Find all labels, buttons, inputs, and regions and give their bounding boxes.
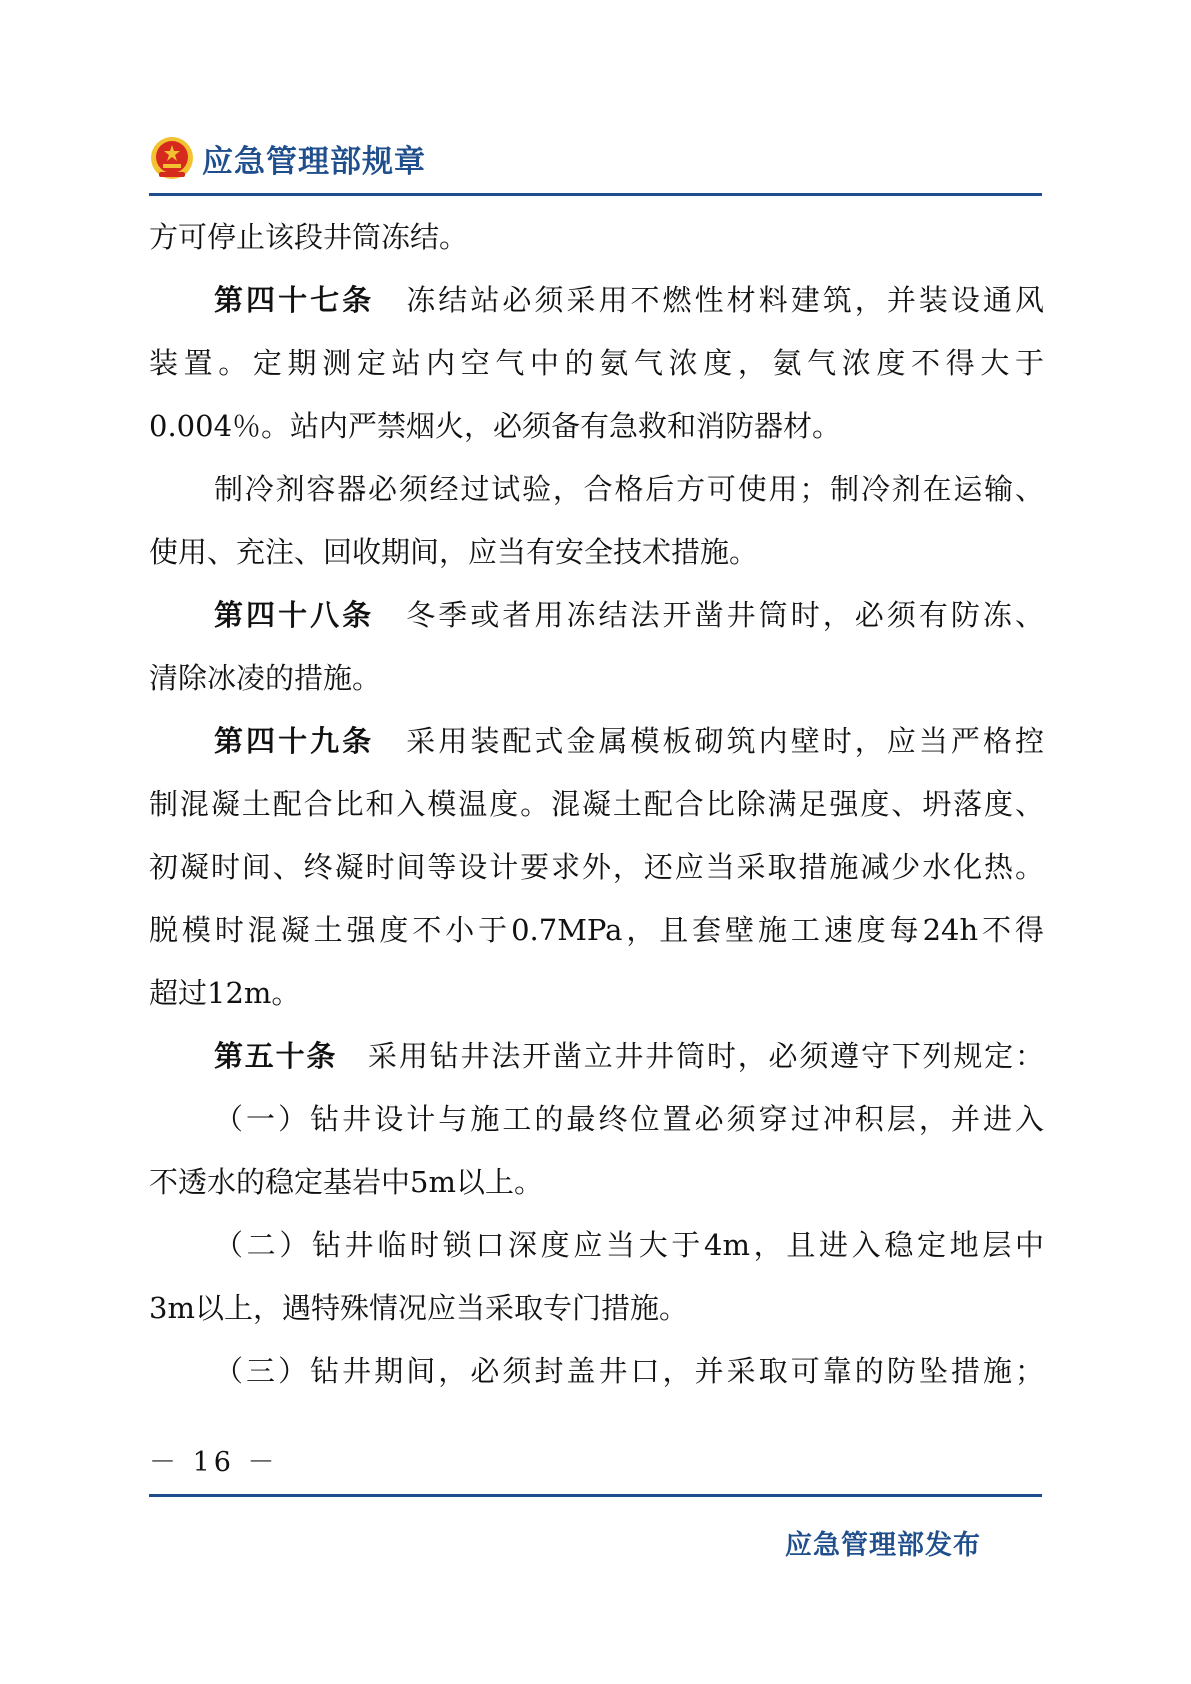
footer-publisher: 应急管理部发布: [785, 1530, 981, 1561]
header-divider: [149, 193, 1042, 196]
text-line: 装置。定期测定站内空气中的氨气浓度，氨气浓度不得大于: [149, 346, 1044, 380]
text-line: 0.004％。站内严禁烟火，必须备有急救和消防器材。: [149, 409, 842, 443]
article-49-line: [149, 710, 1044, 773]
text-line: 初凝时间、终凝时间等设计要求外，还应当采取措施减少水化热。: [149, 850, 1044, 884]
text-line: 采用装配式金属模板砌筑内壁时，应当严格控: [406, 724, 1044, 758]
text-line: 冻结站必须采用不燃性材料建筑，并装设通风: [406, 283, 1044, 317]
article-48-line: [149, 584, 1044, 647]
article-47-line: [149, 269, 1044, 332]
text-line: 制冷剂容器必须经过试验，合格后方可使用；制冷剂在运输、: [214, 472, 1044, 506]
text-line: 超过12m。: [149, 976, 301, 1010]
footer-divider: [149, 1494, 1042, 1497]
text-line: 使用、充注、回收期间，应当有安全技术措施。: [149, 535, 759, 569]
text-line: （一）钻井设计与施工的最终位置必须穿过冲积层，并进入: [214, 1102, 1044, 1136]
text-line: 清除冰凌的措施。: [149, 661, 382, 695]
text-line: 冬季或者用冻结法开凿井筒时，必须有防冻、: [406, 598, 1044, 632]
text-line: 脱模时混凝土强度不小于0.7MPa，且套壁施工速度每24h不得: [149, 913, 1044, 947]
text-line: 采用钻井法开凿立井井筒时，必须遵守下列规定：: [368, 1039, 1044, 1073]
article-50-line: [149, 1025, 1044, 1088]
page-number: － 16 －: [149, 1447, 279, 1478]
text-line: 方可停止该段井筒冻结。: [149, 220, 469, 254]
article-number: 第四十七条: [214, 283, 375, 317]
article-number: 第五十条: [214, 1039, 338, 1073]
text-line: 不透水的稳定基岩中5m以上。: [149, 1165, 543, 1199]
text-line: （三）钻井期间，必须封盖井口，并采取可靠的防坠措施；: [214, 1354, 1044, 1388]
document-body: [149, 206, 1044, 1403]
text-line: （二）钻井临时锁口深度应当大于4m，且进入稳定地层中: [214, 1228, 1044, 1262]
header-title: 应急管理部规章: [202, 143, 426, 180]
article-number: 第四十八条: [214, 598, 375, 632]
page-header: [150, 128, 426, 188]
text-line: 3m以上，遇特殊情况应当采取专门措施。: [149, 1291, 688, 1325]
national-emblem-icon: [150, 136, 194, 180]
article-number: 第四十九条: [214, 724, 375, 758]
text-line: 制混凝土配合比和入模温度。混凝土配合比除满足强度、坍落度、: [149, 787, 1044, 821]
